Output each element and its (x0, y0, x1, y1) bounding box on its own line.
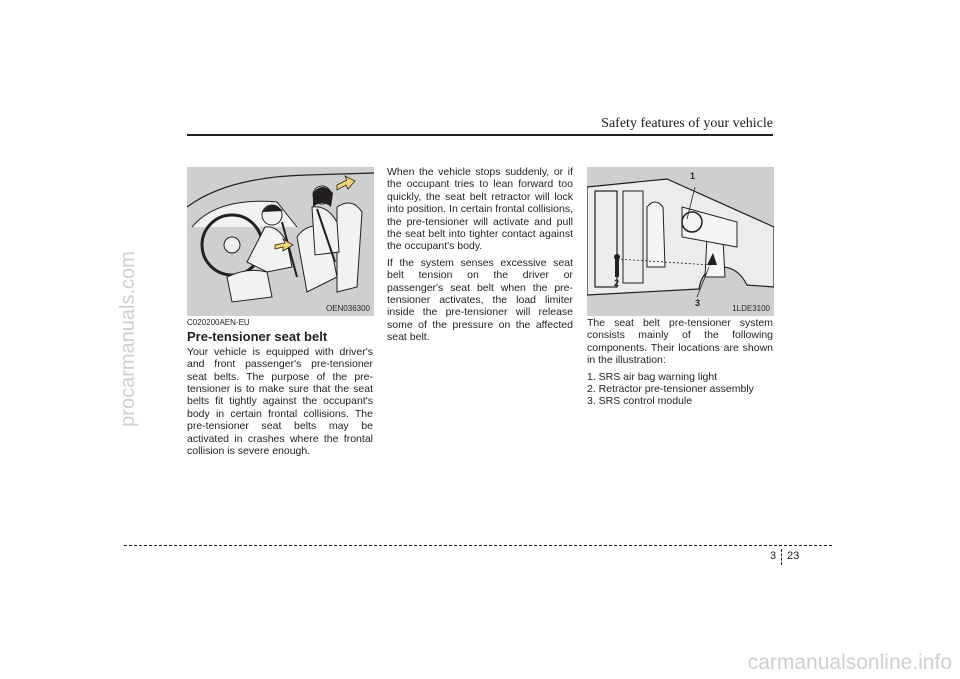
component-illustration (587, 167, 774, 316)
list-item: 2. Retractor pre-tensioner assembly (587, 383, 754, 396)
occupant-drawing (187, 167, 374, 316)
list-item: 3. SRS control module (587, 395, 693, 408)
bottom-watermark: carmanualsonline.info (747, 651, 952, 674)
chapter-number: 3 (770, 550, 777, 562)
load-limiter-paragraph: If the system senses excessive seat belt tension on the driver or passenger's seat belt when the pre-tensioner activates, the load limiter inside the pre-tensioner will release some of the pressure on the affected seat belt. (387, 256, 573, 344)
footer-rule (124, 545, 832, 546)
side-watermark: procarmanuals.com (117, 251, 139, 427)
middle-column (387, 166, 573, 348)
figure-code: OEN036300 (325, 304, 370, 313)
components-paragraph: The seat belt pre-tensioner system consists mainly of the following components. Their locations are shown in the illustration: (587, 317, 773, 367)
figure-code: 1LDE3100 (732, 304, 770, 313)
occupant-illustration (187, 167, 374, 316)
right-column (587, 317, 773, 408)
header-rule (187, 134, 773, 136)
list-item: 1. SRS air bag warning light (587, 370, 718, 383)
header-title: Safety features of your vehicle (601, 116, 773, 131)
section-title: Pre-tensioner seat belt (187, 329, 328, 345)
vehicle-interior-drawing (587, 167, 774, 316)
sudden-stop-paragraph: When the vehicle stops suddenly, or if the occupant tries to lean forward too quickly, the seat belt retractor will lock into position. In certain frontal collisions, the pre-tensioner will activate and pull the seat belt into tighter contact against the occupant's body. (387, 166, 573, 253)
callout-1: 1 (690, 171, 696, 181)
page-divider (781, 549, 782, 565)
left-column (187, 317, 373, 461)
intro-paragraph: Your vehicle is equipped with driver's and front passenger's pre-tensioner seat belts. The purpose of the pre-tensioner is to make sure that the seat belts fit tightly against the occupant's body in certain frontal collisions. The pre-tensioner seat belts may be activated in crashes where the frontal collision is severe enough. (187, 345, 373, 458)
components-list (587, 371, 773, 408)
callout-3: 3 (695, 298, 701, 308)
section-code: C020200AEN-EU (187, 318, 250, 327)
page-number: 23 (787, 550, 800, 562)
callout-2: 2 (614, 278, 620, 288)
